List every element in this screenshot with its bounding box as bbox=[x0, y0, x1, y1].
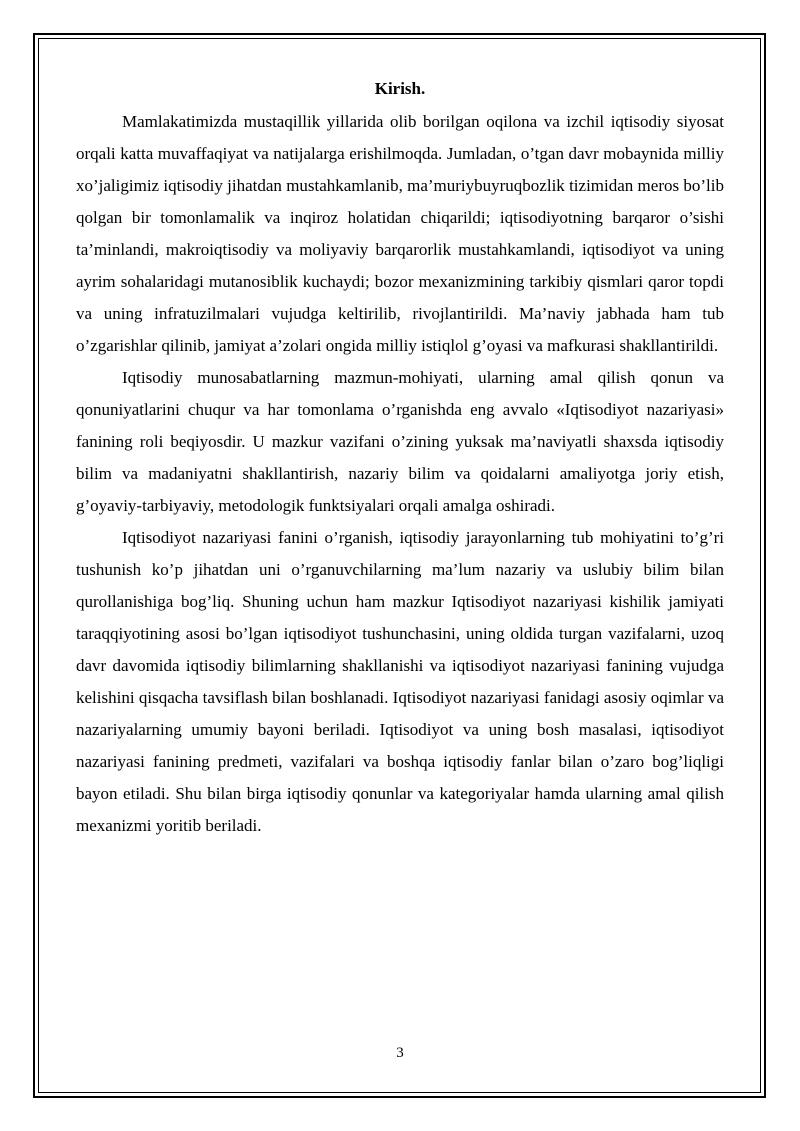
paragraph-1: Mamlakatimizda mustaqillik yillarida olib borilgan oqilona va izchil iqtisodiy siyosat orqali katta muvaffaqiyat va natijalarga erishilmoqda. Jumladan, o’tgan davr mobaynida milliy xo’jaligimiz iqtisodiy jihatdan mustahkamlanib, ma’muriybuyruqbozlik tizimidan meros bo’lib qolgan bir tomonlamalik va inqiroz holatidan chiqarildi; iqtisodiyotning barqaror o’sishi ta’minlandi, makroiqtisodiy va moliyaviy barqarorlik mustahkamlandi, iqtisodiyot va uning ayrim sohalaridagi mutanosiblik kuchaydi; bozor mexanizmining tarkibiy qismlari qaror topdi va uning infratuzilmalari vujudga keltirilib, rivojlantirildi. Ma’naviy jabhada ham tub o’zgarishlar qilinib, jamiyat a’zolari ongida milliy istiqlol g’oyasi va mafkurasi shakllantirildi. bbox=[76, 112, 724, 355]
page-number: 3 bbox=[396, 1045, 404, 1061]
paragraph-2: Iqtisodiy munosabatlarning mazmun-mohiyati, ularning amal qilish qonun va qonuniyatlarini chuqur va har tomonlama o’rganishda eng avvalo «Iqtisodiyot nazariyasi» fanining roli beqiyosdir. U mazkur vazifani o’zining yuksak ma’naviyatli shaxsda iqtisodiy bilim va madaniyatni shakllantirish, nazariy bilim va qoidalarni amaliyotga joriy etish, g’oyaviy-tarbiyaviy, metodologik funktsiyalari orqali amalga oshiradi. bbox=[76, 368, 724, 515]
page-content bbox=[76, 74, 724, 842]
section-heading: Kirish. bbox=[374, 79, 426, 98]
paragraph-3: Iqtisodiyot nazariyasi fanini o’rganish, iqtisodiy jarayonlarning tub mohiyatini to’g’ri tushunish ko’p jihatdan uni o’rganuvchilarning ma’lum nazariy va uslubiy bilim bilan qurollanishiga bog’liq. Shuning uchun ham mazkur Iqtisodiyot nazariyasi kishilik jamiyati taraqqiyotining asosi bo’lgan iqtisodiyot tushunchasini, uning oldida turgan vazifalarni, uzoq davr davomida iqtisodiy bilimlarning shakllanishi va iqtisodiyot nazariyasi fanining vujudga kelishini qisqacha tavsiflash bilan boshlanadi. Iqtisodiyot nazariyasi fanidagi asosiy oqimlar va nazariyalarning umumiy bayoni beriladi. Iqtisodiyot va uning bosh masalasi, iqtisodiyot nazariyasi fanining predmeti, vazifalari va boshqa iqtisodiy fanlar bilan o’zaro bog’liqligi bayon etiladi. Shu bilan birga iqtisodiy qonunlar va kategoriyalar hamda ularning amal qilish mexanizmi yoritib beriladi. bbox=[76, 528, 724, 835]
